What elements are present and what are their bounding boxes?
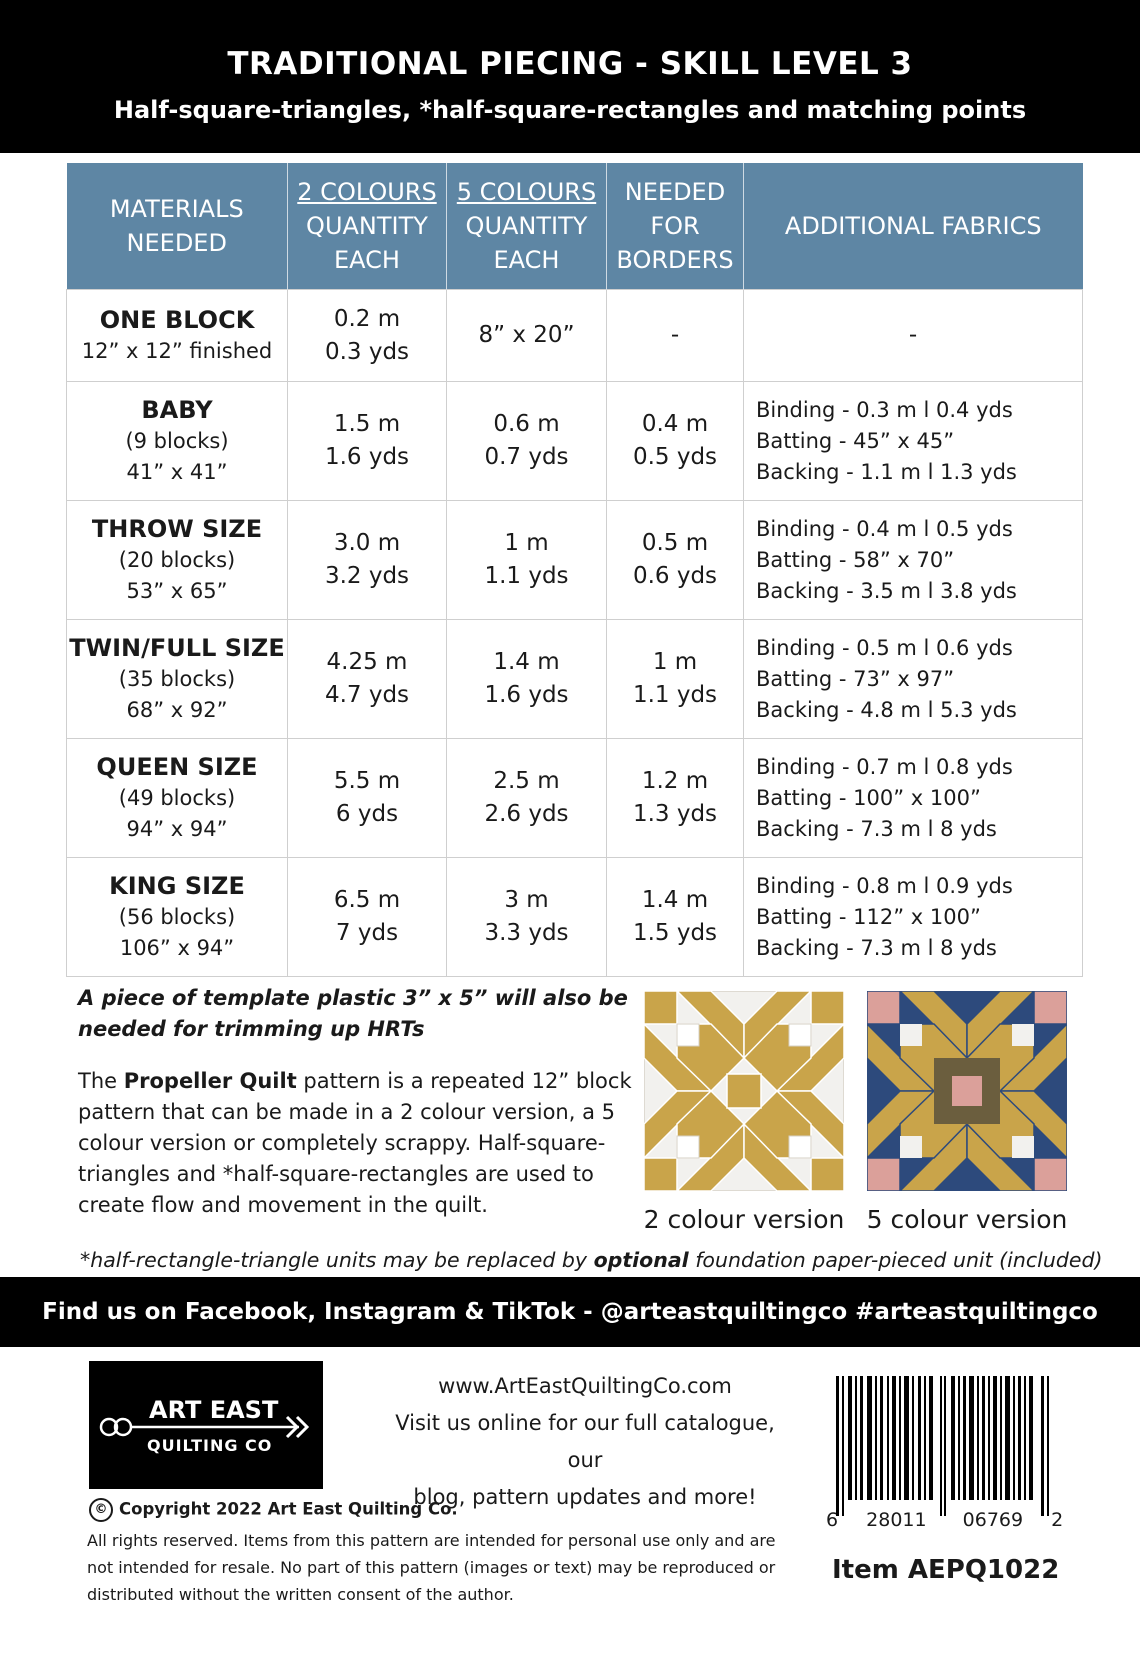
footnote-after: foundation paper-pieced unit (included) — [688, 1248, 1103, 1272]
footnote — [80, 1248, 1103, 1272]
header-line: QUANTITY — [306, 212, 428, 240]
imperial-value: 0.7 yds — [484, 444, 569, 470]
metric-value: 6.5 m — [333, 887, 401, 913]
size-name: KING SIZE — [109, 871, 245, 900]
top-banner — [0, 0, 1140, 153]
table-row — [67, 739, 1083, 858]
desc-after: pattern is a repeated 12” block pattern that can be made in a 2 colour version, a 5 colour version or completely scrappy. Half-square-triangles and *half-square-rectangles are used to create flow and movement in the quilt. — [78, 1069, 632, 1217]
borders-cell — [607, 382, 744, 501]
backing-line: Backing - 1.1 m l 1.3 yds — [756, 459, 1017, 484]
batting-line: Batting - 112” x 100” — [756, 904, 981, 929]
page-title: TRADITIONAL PIECING - SKILL LEVEL 3 — [227, 46, 913, 82]
two-colour-cell — [288, 739, 447, 858]
barcode-digit: 28011 — [866, 1509, 927, 1531]
two-colour-cell — [288, 290, 447, 382]
metric-value: 0.2 m — [333, 305, 401, 332]
batting-line: Batting - 100” x 100” — [756, 785, 981, 810]
size-name: ONE BLOCK — [99, 305, 255, 334]
size-detail: 12” x 12” finished — [81, 338, 273, 363]
borders-cell: - — [607, 290, 744, 382]
website-info — [375, 1368, 795, 1516]
table-row — [67, 382, 1083, 501]
five-colour-cell — [447, 501, 607, 620]
header-materials — [67, 163, 288, 290]
table-row — [67, 858, 1083, 977]
imperial-value: 0.3 yds — [324, 338, 410, 365]
imperial-value: 0.5 yds — [632, 444, 718, 470]
block-count: (9 blocks) — [125, 428, 229, 453]
two-colour-cell — [288, 501, 447, 620]
imperial-value: 1.6 yds — [324, 444, 410, 470]
two-colour-cell — [288, 620, 447, 739]
metric-value: 2.5 m — [493, 768, 560, 794]
header-line: EACH — [334, 246, 400, 274]
imperial-value: 1.6 yds — [484, 682, 569, 708]
barcode-digit: 2 — [1051, 1509, 1064, 1531]
additional-cell — [744, 501, 1083, 620]
imperial-value: 2.6 yds — [484, 801, 569, 827]
borders-cell — [607, 858, 744, 977]
metric-value: 0.5 m — [641, 530, 709, 556]
finished-size: 41” x 41” — [126, 459, 228, 484]
metric-value: 4.25 m — [326, 649, 408, 675]
imperial-value: 1.5 yds — [632, 920, 718, 946]
imperial-value: 6 yds — [335, 801, 399, 827]
additional-cell — [744, 739, 1083, 858]
header-line: EACH — [493, 246, 560, 274]
finished-size: 94” x 94” — [126, 816, 228, 841]
finished-size: 106” x 94” — [119, 935, 235, 960]
additional-cell — [744, 620, 1083, 739]
logo-line2: QUILTING CO — [147, 1436, 273, 1455]
two-colour-block-image — [644, 991, 844, 1191]
page-subtitle: Half-square-triangles, *half-square-rectangles and matching points — [113, 96, 1027, 124]
size-cell — [67, 382, 288, 501]
materials-table — [66, 163, 1083, 977]
binding-line: Binding - 0.7 m l 0.8 yds — [756, 754, 1013, 779]
copyright-text: Copyright 2022 Art East Quilting Co. — [119, 1499, 458, 1519]
logo-line1: ART EAST — [149, 1396, 279, 1424]
imperial-value: 1.3 yds — [632, 801, 718, 827]
imperial-value: 4.7 yds — [324, 682, 410, 708]
imperial-value: 0.6 yds — [632, 563, 718, 589]
two-colour-caption: 2 colour version — [643, 1205, 845, 1234]
binding-line: Binding - 0.3 m l 0.4 yds — [756, 397, 1013, 422]
social-banner: Find us on Facebook, Instagram & TikTok - @arteastquiltingco #arteastquiltingco — [0, 1277, 1140, 1347]
barcode-image — [836, 1376, 1056, 1516]
imperial-value: 3.3 yds — [484, 920, 569, 946]
five-colour-cell — [447, 739, 607, 858]
batting-line: Batting - 58” x 70” — [756, 547, 955, 572]
imperial-value: 1.1 yds — [484, 563, 569, 589]
table-row — [67, 620, 1083, 739]
block-count: (35 blocks) — [118, 666, 236, 691]
size-name: BABY — [141, 395, 213, 424]
size-cell — [67, 620, 288, 739]
header-line: 2 COLOURS — [297, 178, 437, 206]
header-line: MATERIALS — [109, 195, 244, 223]
metric-value: 0.6 m — [493, 411, 560, 437]
pattern-name: Propeller Quilt — [123, 1069, 297, 1093]
barcode-digits — [826, 1509, 1063, 1531]
size-name: TWIN/FULL SIZE — [69, 633, 285, 662]
additional-cell — [744, 382, 1083, 501]
five-colour-block-image — [867, 991, 1067, 1191]
item-number: Item AEPQ1022 — [832, 1555, 1060, 1585]
binding-line: Binding - 0.4 m l 0.5 yds — [756, 516, 1013, 541]
header-two-colours — [288, 163, 447, 290]
binding-line: Binding - 0.8 m l 0.9 yds — [756, 873, 1013, 898]
barcode-digit: 06769 — [962, 1509, 1024, 1531]
two-colour-cell — [288, 858, 447, 977]
borders-cell — [607, 501, 744, 620]
metric-value: 1.4 m — [641, 887, 709, 913]
backing-line: Backing - 3.5 m l 3.8 yds — [756, 578, 1017, 603]
website-url[interactable]: www.ArtEastQuiltingCo.com — [438, 1374, 732, 1398]
five-colour-cell — [447, 382, 607, 501]
size-name: THROW SIZE — [91, 514, 263, 543]
binding-line: Binding - 0.5 m l 0.6 yds — [756, 635, 1013, 660]
size-cell — [67, 739, 288, 858]
five-colour-caption: 5 colour version — [866, 1205, 1068, 1234]
desc-before: The — [78, 1069, 124, 1093]
header-line: QUANTITY — [465, 212, 588, 240]
five-colour-cell — [447, 858, 607, 977]
metric-value: 1 m — [504, 530, 549, 556]
block-count: (20 blocks) — [118, 547, 236, 572]
metric-value: 1 m — [652, 649, 698, 675]
header-line: FOR — [650, 212, 700, 240]
template-plastic-note — [78, 983, 638, 1045]
table-row — [67, 501, 1083, 620]
block-count: (49 blocks) — [118, 785, 236, 810]
pattern-description — [78, 1066, 638, 1221]
footnote-before: *half-rectangle-triangle units may be replaced by — [80, 1248, 594, 1272]
website-line: Visit us online for our full catalogue, our — [395, 1411, 775, 1472]
metric-value: 3.0 m — [333, 530, 401, 556]
metric-value: 1.4 m — [493, 649, 560, 675]
metric-value: 0.4 m — [641, 411, 709, 437]
copyright-icon: © — [89, 1498, 113, 1522]
backing-line: Backing - 7.3 m l 8 yds — [756, 816, 997, 841]
imperial-value: 3.2 yds — [324, 563, 410, 589]
art-east-logo — [89, 1361, 323, 1489]
batting-line: Batting - 45” x 45” — [756, 428, 955, 453]
header-line: NEEDED — [624, 178, 726, 206]
backing-line: Backing - 7.3 m l 8 yds — [756, 935, 997, 960]
note-line: needed for trimming up HRTs — [78, 1017, 425, 1041]
website-line: blog, pattern updates and more! — [413, 1485, 757, 1509]
footnote-bold: optional — [593, 1248, 689, 1272]
header-borders — [607, 163, 744, 290]
five-colour-cell — [447, 620, 607, 739]
imperial-value: 7 yds — [335, 920, 399, 946]
rights-text: All rights reserved. Items from this pattern are intended for personal use only and are not intended for resale. No part of this pattern (images or text) may be reproduced or distributed without the written consent of the author. — [87, 1531, 776, 1604]
header-line: 5 COLOURS — [456, 178, 597, 206]
size-cell — [67, 858, 288, 977]
size-name: QUEEN SIZE — [96, 752, 258, 781]
batting-line: Batting - 73” x 97” — [756, 666, 955, 691]
two-colour-cell — [288, 382, 447, 501]
header-line: NEEDED — [126, 229, 227, 257]
metric-value: 1.2 m — [641, 768, 709, 794]
borders-cell — [607, 739, 744, 858]
size-cell — [67, 290, 288, 382]
backing-line: Backing - 4.8 m l 5.3 yds — [756, 697, 1017, 722]
block-count: (56 blocks) — [118, 904, 236, 929]
header-additional: ADDITIONAL FABRICS — [744, 163, 1083, 290]
header-line: BORDERS — [616, 246, 734, 274]
header-five-colours — [447, 163, 607, 290]
additional-cell: - — [744, 290, 1083, 382]
imperial-value: 1.1 yds — [632, 682, 718, 708]
metric-value: 3 m — [504, 887, 549, 913]
note-line: A piece of template plastic 3” x 5” will also be — [78, 986, 628, 1010]
table-row — [67, 290, 1083, 382]
size-cell — [67, 501, 288, 620]
finished-size: 53” x 65” — [126, 578, 228, 603]
barcode-digit: 6 — [826, 1509, 839, 1531]
table-header-row — [67, 163, 1083, 290]
finished-size: 68” x 92” — [126, 697, 228, 722]
metric-value: 1.5 m — [333, 411, 401, 437]
borders-cell — [607, 620, 744, 739]
additional-cell — [744, 858, 1083, 977]
five-colour-cell: 8” x 20” — [447, 290, 607, 382]
metric-value: 5.5 m — [333, 768, 401, 794]
